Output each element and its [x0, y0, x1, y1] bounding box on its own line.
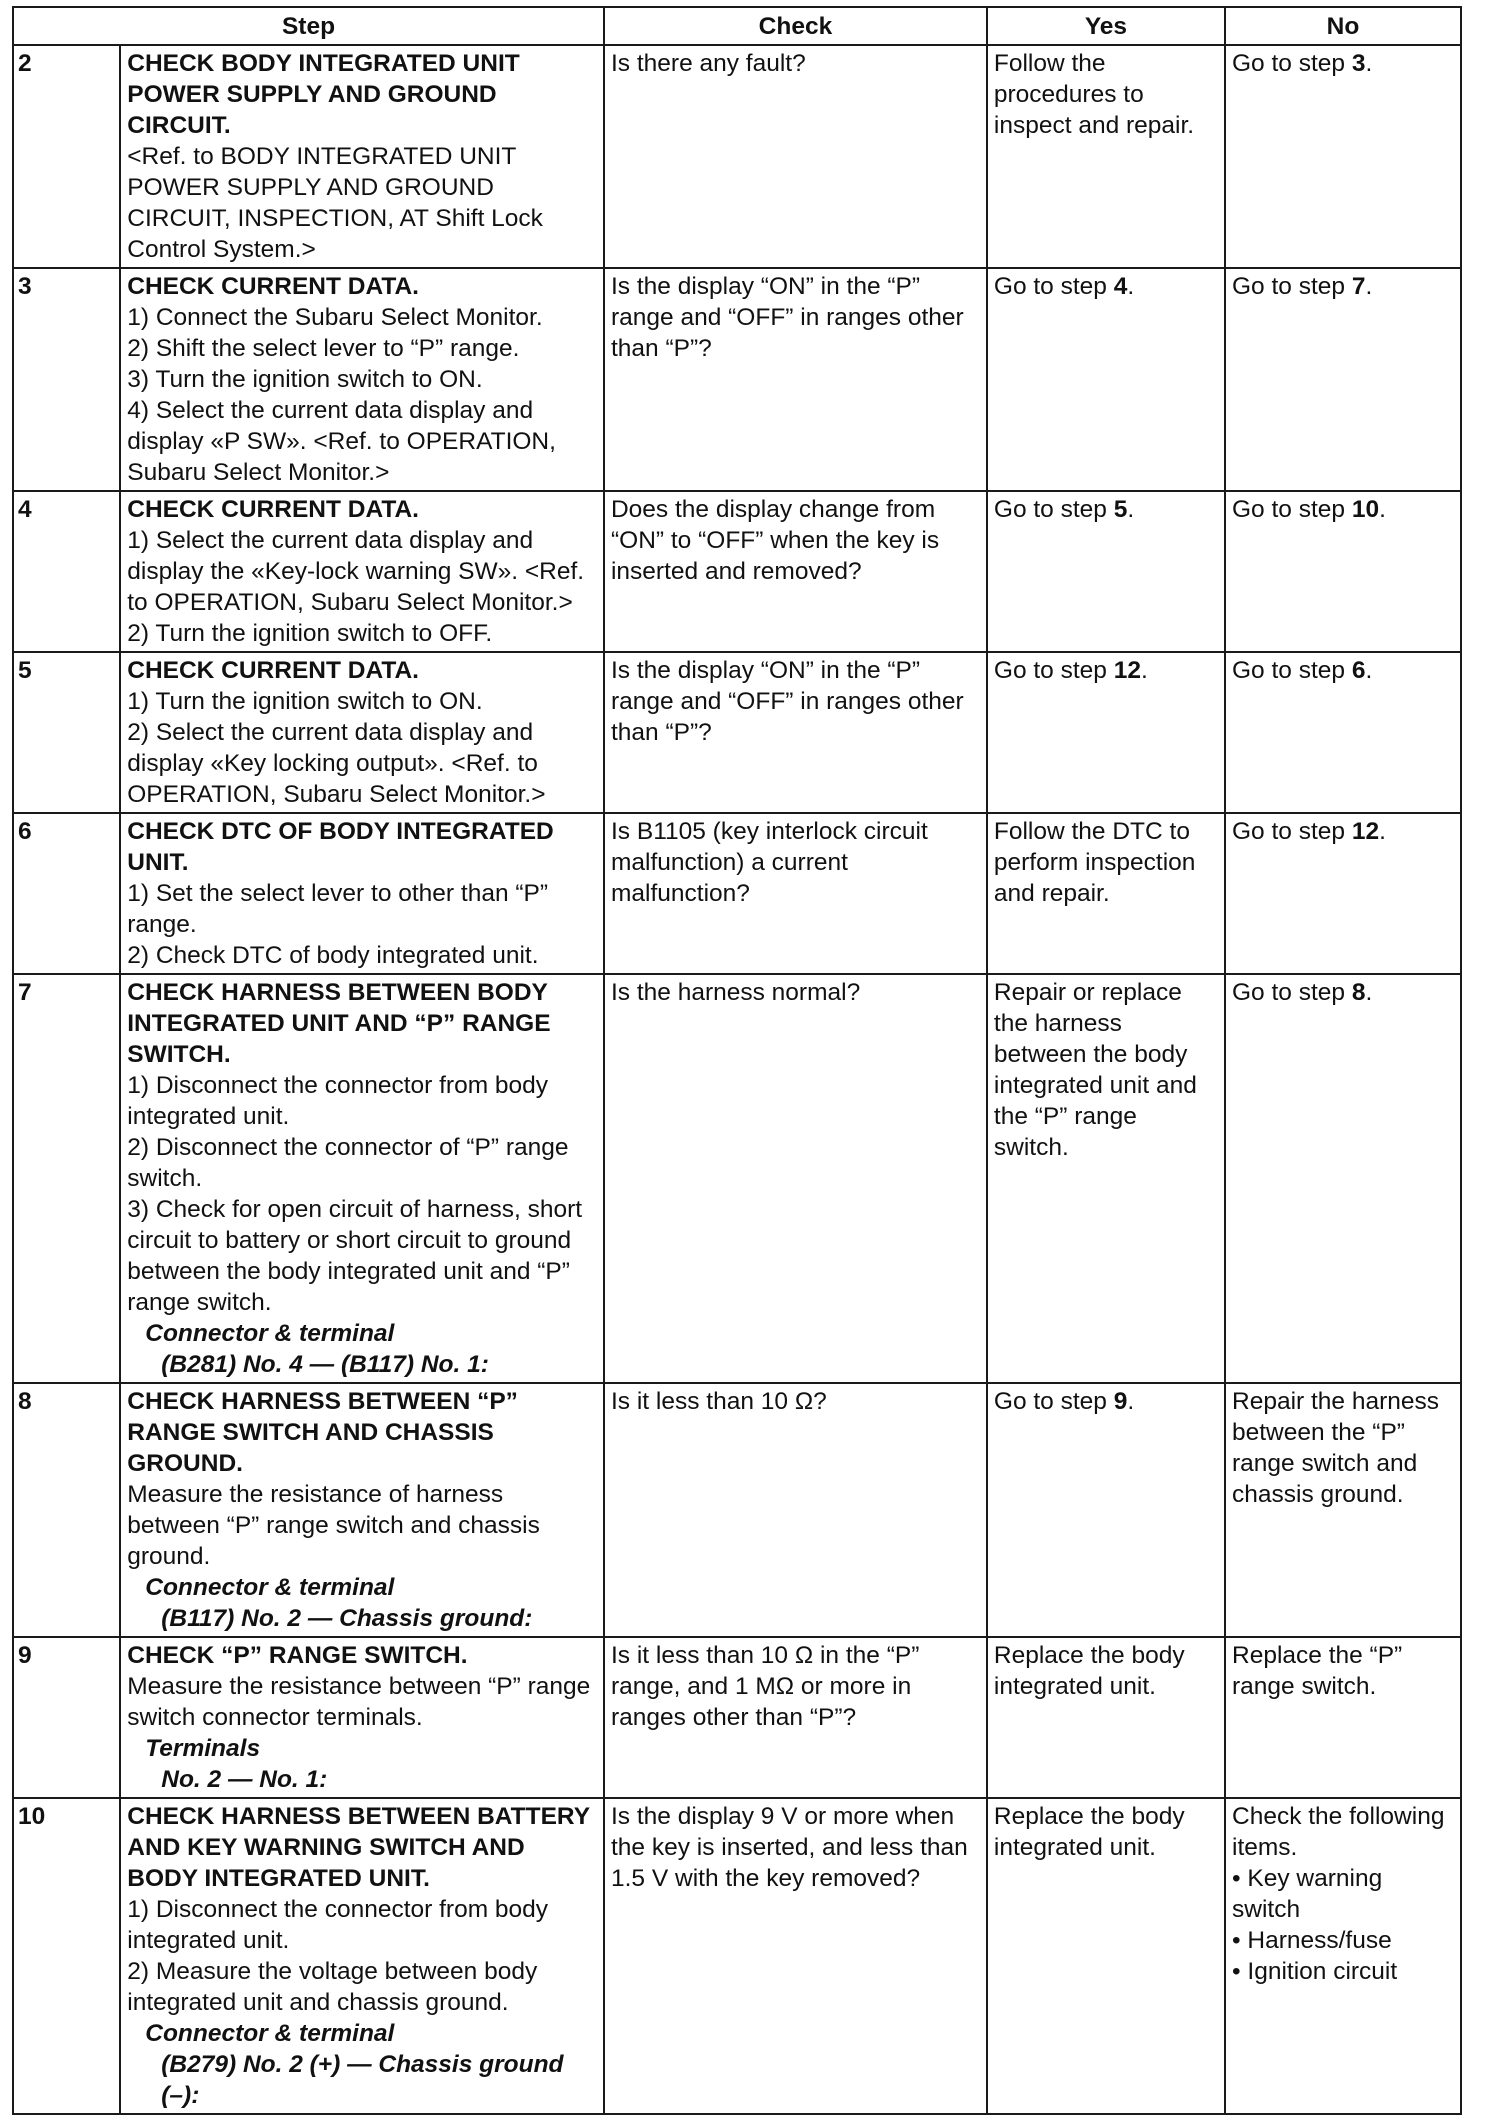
step-line: 1) Connect the Subaru Select Monitor.: [127, 304, 543, 331]
no-suffix: .: [1379, 496, 1386, 523]
yes-cell: Follow the procedures to inspect and repair.: [987, 45, 1225, 268]
check-cell: Is B1105 (key interlock circuit malfunction) a current malfunction?: [604, 813, 987, 974]
header-no: No: [1225, 7, 1461, 45]
no-step-ref: 12: [1351, 818, 1380, 845]
step-line: 3) Check for open circuit of harness, short circuit to battery or short circuit to ground between the body integrated unit and “P” range switch.: [127, 1196, 583, 1316]
step-content: [120, 652, 604, 813]
no-cell: [1225, 491, 1461, 652]
step-line: 4) Select the current data display and display «P SW». <Ref. to OPERATION, Subaru Select Monitor.>: [127, 397, 556, 486]
step-title: CHECK BODY INTEGRATED UNIT POWER SUPPLY AND GROUND CIRCUIT.: [127, 50, 520, 139]
no-step-ref: 6: [1351, 657, 1366, 684]
connector-terminal-label: Connector & terminal: [145, 1320, 395, 1347]
step-content: [120, 974, 604, 1383]
no-cell: [1225, 1798, 1461, 2114]
check-cell: Is it less than 10 Ω?: [604, 1383, 987, 1637]
step-line: 2) Turn the ignition switch to OFF.: [127, 620, 493, 647]
yes-cell: [987, 268, 1225, 491]
check-cell: Is it less than 10 Ω in the “P” range, and 1 MΩ or more in ranges other than “P”?: [604, 1637, 987, 1798]
table-row: [13, 1637, 1461, 1798]
step-line: 1) Disconnect the connector from body integrated unit.: [127, 1072, 549, 1130]
step-number: 8: [13, 1383, 120, 1637]
yes-text: Go to step: [993, 1388, 1114, 1415]
no-cell: [1225, 974, 1461, 1383]
step-line: 3) Turn the ignition switch to ON.: [127, 366, 483, 393]
yes-cell: [987, 652, 1225, 813]
table-header-row: [13, 7, 1461, 45]
step-title: CHECK DTC OF BODY INTEGRATED UNIT.: [127, 818, 554, 876]
step-title: CHECK HARNESS BETWEEN BODY INTEGRATED UNIT AND “P” RANGE SWITCH.: [127, 979, 551, 1068]
step-content: [120, 1798, 604, 2114]
connector-terminal-value: (B279) No. 2 (+) — Chassis ground (–):: [161, 2051, 564, 2109]
step-content: [120, 491, 604, 652]
no-suffix: .: [1365, 50, 1373, 77]
table-row: [13, 491, 1461, 652]
yes-text: Go to step: [993, 657, 1114, 684]
table-row: [13, 268, 1461, 491]
connector-terminal-label: Connector & terminal: [145, 2020, 395, 2047]
step-number: 7: [13, 974, 120, 1383]
no-suffix: .: [1365, 273, 1373, 300]
table-row: [13, 45, 1461, 268]
step-content: [120, 45, 604, 268]
no-step-ref: 7: [1351, 273, 1366, 300]
step-line: 2) Shift the select lever to “P” range.: [127, 335, 520, 362]
check-cell: Is the display 9 V or more when the key is inserted, and less than 1.5 V with the key removed?: [604, 1798, 987, 2114]
step-content: [120, 813, 604, 974]
step-line: 2) Check DTC of body integrated unit.: [127, 942, 539, 969]
step-title: CHECK CURRENT DATA.: [127, 273, 419, 300]
step-title: CHECK HARNESS BETWEEN BATTERY AND KEY WARNING SWITCH AND BODY INTEGRATED UNIT.: [127, 1803, 590, 1892]
check-cell: Is there any fault?: [604, 45, 987, 268]
connector-terminal-value: (B281) No. 4 — (B117) No. 1:: [161, 1351, 489, 1378]
yes-suffix: .: [1127, 1388, 1135, 1415]
no-cell: [1225, 813, 1461, 974]
step-line: 1) Disconnect the connector from body integrated unit.: [127, 1896, 549, 1954]
no-text: Go to step: [1232, 818, 1352, 845]
step-line: Measure the resistance of harness between “P” range switch and chassis ground.: [127, 1481, 540, 1570]
connector-terminal-value: (B117) No. 2 — Chassis ground:: [161, 1605, 533, 1632]
no-cell: [1225, 652, 1461, 813]
step-content: [120, 268, 604, 491]
yes-cell: Repair or replace the harness between the body integrated unit and the “P” range switch.: [987, 974, 1225, 1383]
no-suffix: .: [1365, 657, 1373, 684]
step-number: 4: [13, 491, 120, 652]
check-cell: Does the display change from “ON” to “OFF” when the key is inserted and removed?: [604, 491, 987, 652]
step-line: Measure the resistance between “P” range switch connector terminals.: [127, 1673, 591, 1731]
step-title: CHECK HARNESS BETWEEN “P” RANGE SWITCH AND CHASSIS GROUND.: [127, 1388, 518, 1477]
step-number: 6: [13, 813, 120, 974]
header-yes: Yes: [987, 7, 1225, 45]
step-title: CHECK CURRENT DATA.: [127, 657, 419, 684]
header-step: Step: [13, 7, 604, 45]
no-step-ref: 8: [1351, 979, 1366, 1006]
yes-cell: Replace the body integrated unit.: [987, 1798, 1225, 2114]
no-suffix: .: [1365, 979, 1373, 1006]
table-row: [13, 813, 1461, 974]
yes-suffix: .: [1127, 273, 1135, 300]
table-row: [13, 974, 1461, 1383]
yes-suffix: .: [1141, 657, 1148, 684]
no-cell: Replace the “P” range switch.: [1225, 1637, 1461, 1798]
yes-suffix: .: [1127, 496, 1135, 523]
step-line: 1) Select the current data display and display the «Key-lock warning SW». <Ref. to OPERATION, Subaru Select Monitor.>: [127, 527, 585, 616]
no-text: Go to step: [1232, 979, 1352, 1006]
step-title: CHECK CURRENT DATA.: [127, 496, 419, 523]
no-step-ref: 10: [1351, 496, 1380, 523]
step-number: 2: [13, 45, 120, 268]
step-line: 2) Measure the voltage between body integrated unit and chassis ground.: [127, 1958, 538, 2016]
no-text: Go to step: [1232, 273, 1352, 300]
header-check: Check: [604, 7, 987, 45]
no-text: Check the following items.: [1232, 1803, 1445, 1861]
yes-step-ref: 9: [1113, 1388, 1128, 1415]
step-line: 2) Select the current data display and display «Key locking output». <Ref. to OPERATION, Subaru Select Monitor.>: [127, 719, 546, 808]
no-cell: Repair the harness between the “P” range switch and chassis ground.: [1225, 1383, 1461, 1637]
no-text: Go to step: [1232, 657, 1352, 684]
diagnostic-procedure-table: [12, 6, 1462, 2115]
no-text: Go to step: [1232, 496, 1352, 523]
yes-text: Go to step: [993, 496, 1114, 523]
list-item: • Ignition circuit: [1232, 1958, 1398, 1985]
step-content: [120, 1637, 604, 1798]
check-cell: Is the display “ON” in the “P” range and “OFF” in ranges other than “P”?: [604, 268, 987, 491]
yes-cell: [987, 491, 1225, 652]
step-line: 1) Set the select lever to other than “P” range.: [127, 880, 549, 938]
step-number: 9: [13, 1637, 120, 1798]
no-cell: [1225, 268, 1461, 491]
no-step-ref: 3: [1351, 50, 1366, 77]
list-item: • Key warning switch: [1232, 1865, 1383, 1923]
step-number: 10: [13, 1798, 120, 2114]
table-row: [13, 1383, 1461, 1637]
table-row: [13, 1798, 1461, 2114]
list-item: • Harness/fuse: [1232, 1927, 1392, 1954]
step-line: 1) Turn the ignition switch to ON.: [127, 688, 483, 715]
step-title: CHECK “P” RANGE SWITCH.: [127, 1642, 468, 1669]
step-content: [120, 1383, 604, 1637]
yes-cell: Replace the body integrated unit.: [987, 1637, 1225, 1798]
check-cell: Is the display “ON” in the “P” range and “OFF” in ranges other than “P”?: [604, 652, 987, 813]
no-suffix: .: [1379, 818, 1386, 845]
yes-cell: Follow the DTC to perform inspection and repair.: [987, 813, 1225, 974]
no-text: Go to step: [1232, 50, 1352, 77]
connector-terminal-label: Connector & terminal: [145, 1574, 395, 1601]
yes-step-ref: 5: [1113, 496, 1128, 523]
yes-cell: [987, 1383, 1225, 1637]
step-number: 3: [13, 268, 120, 491]
yes-step-ref: 12: [1113, 657, 1142, 684]
step-number: 5: [13, 652, 120, 813]
yes-text: Go to step: [993, 273, 1114, 300]
no-cell: [1225, 45, 1461, 268]
step-line: 2) Disconnect the connector of “P” range switch.: [127, 1134, 569, 1192]
table-row: [13, 652, 1461, 813]
terminals-label: Terminals: [145, 1735, 261, 1762]
yes-step-ref: 4: [1113, 273, 1128, 300]
step-line: <Ref. to BODY INTEGRATED UNIT POWER SUPPLY AND GROUND CIRCUIT, INSPECTION, AT Shift Lock Control System.>: [127, 143, 543, 263]
terminals-value: No. 2 — No. 1:: [161, 1766, 328, 1793]
check-cell: Is the harness normal?: [604, 974, 987, 1383]
